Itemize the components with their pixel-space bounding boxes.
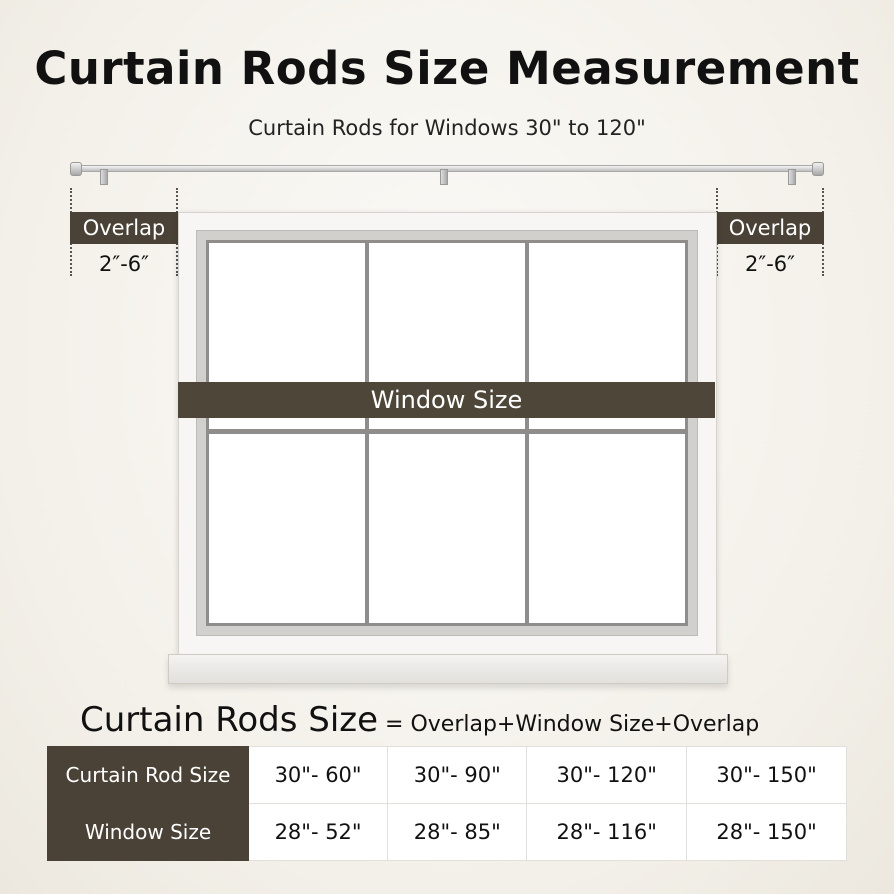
table-cell: 28"- 116" bbox=[527, 804, 687, 861]
size-formula bbox=[80, 700, 759, 740]
window-sill bbox=[168, 654, 728, 684]
size-table bbox=[47, 746, 847, 861]
formula-rest: = Overlap+Window Size+Overlap bbox=[378, 712, 760, 737]
row-header-window-size: Window Size bbox=[48, 804, 249, 861]
window-size-label: Window Size bbox=[178, 382, 715, 418]
table-cell: 30"- 90" bbox=[388, 747, 527, 804]
table-row bbox=[48, 747, 847, 804]
page-subtitle: Curtain Rods for Windows 30" to 120" bbox=[248, 116, 646, 140]
overlap-label-left: Overlap bbox=[70, 212, 178, 244]
rod-bracket-center bbox=[440, 169, 448, 185]
table-cell: 28"- 85" bbox=[388, 804, 527, 861]
table-cell: 30"- 120" bbox=[527, 747, 687, 804]
table-cell: 30"- 60" bbox=[249, 747, 388, 804]
rod-bracket-right bbox=[788, 169, 796, 185]
rod-finial-left bbox=[70, 162, 82, 176]
overlap-range-right: 2″-6″ bbox=[745, 252, 795, 276]
window-sash bbox=[206, 240, 688, 626]
rod-bracket-left bbox=[100, 169, 108, 185]
overlap-label-right: Overlap bbox=[716, 212, 824, 244]
formula-main: Curtain Rods Size bbox=[80, 700, 379, 740]
window-pane bbox=[209, 434, 365, 623]
row-header-rod-size: Curtain Rod Size bbox=[48, 747, 249, 804]
table-cell: 28"- 150" bbox=[687, 804, 847, 861]
window-pane bbox=[369, 434, 525, 623]
table-row bbox=[48, 804, 847, 861]
curtain-rod-illustration bbox=[70, 162, 824, 174]
page-title: Curtain Rods Size Measurement bbox=[34, 42, 860, 95]
overlap-range-left: 2″-6″ bbox=[99, 252, 149, 276]
window-pane bbox=[529, 434, 685, 623]
rod-finial-right bbox=[812, 162, 824, 176]
table-cell: 28"- 52" bbox=[249, 804, 388, 861]
table-cell: 30"- 150" bbox=[687, 747, 847, 804]
